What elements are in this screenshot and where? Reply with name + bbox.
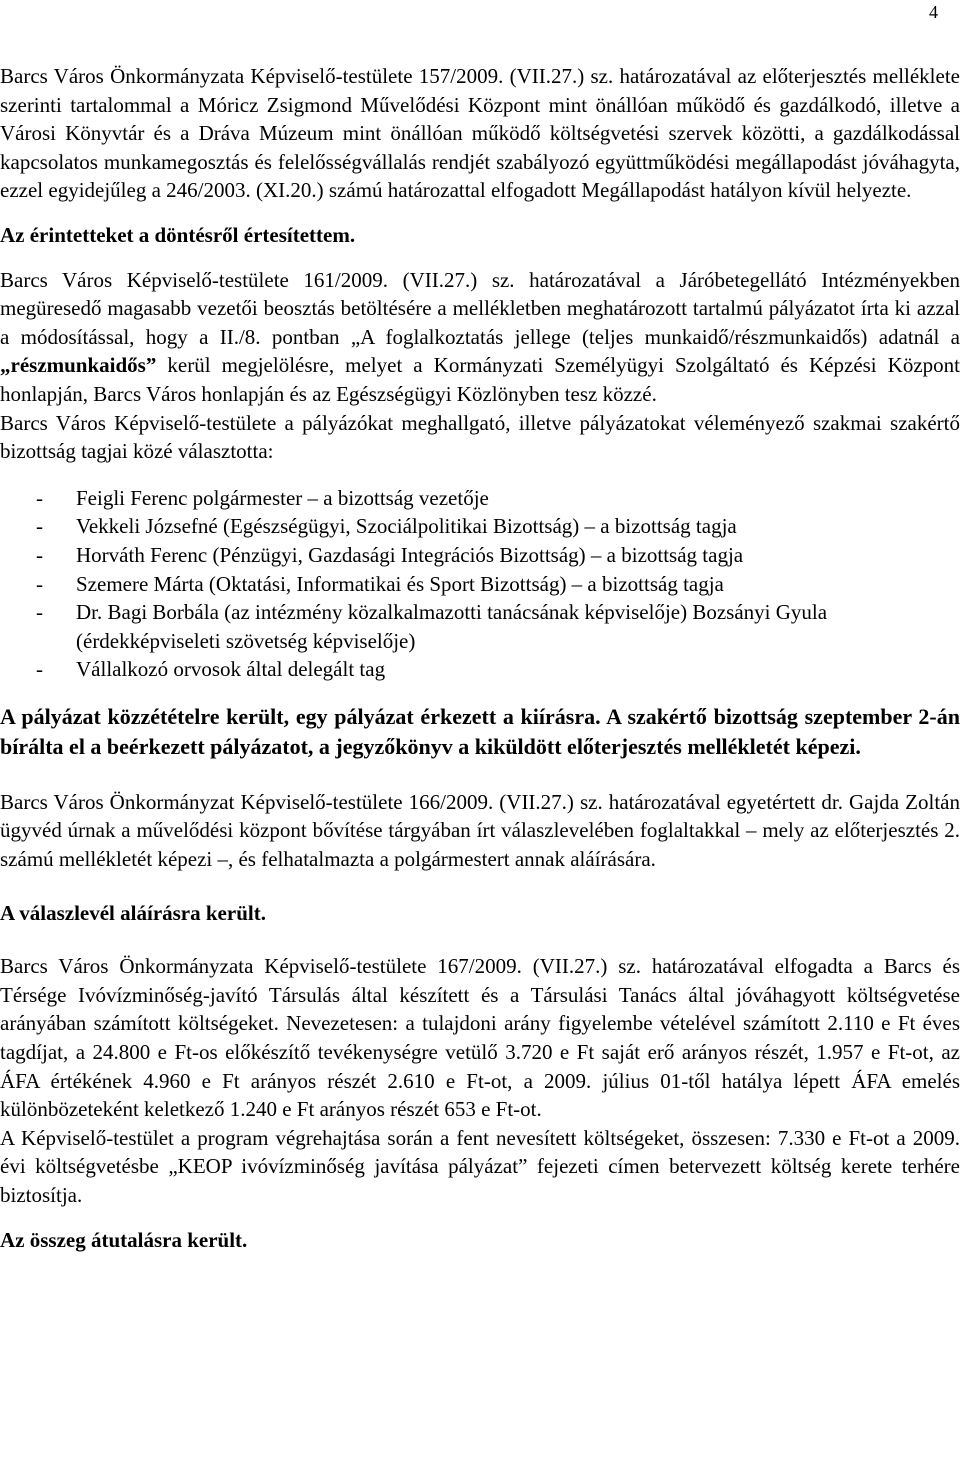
resolution-167-result: Az összeg átutalásra került. [0, 1227, 248, 1252]
list-item-text: Szemere Márta (Oktatási, Informatikai és Sport Bizottság) – a bizottság tagja [76, 571, 724, 596]
resolution-161-emphasis: „részmunkaidős” [0, 353, 157, 378]
resolution-167-paragraph: Barcs Város Önkormányzata Képviselő-testülete 167/2009. (VII.27.) sz. határozatával elfogadta a Barcs és Térsége Ivóvízminőség-javító Társulás által készített és a Társulási Tanács által jóváhagyott költségvetése arányában számított költségeket. Nevezetesen: a tulajdoni arány figyelembe vételével számított 2.110 e Ft éves tagdíjat, a 24.800 e Ft-os előkészítő tevékenységre vetülő 3.720 e Ft saját erő arányos részét, 1.957 e Ft-ot, az ÁFA értékének 4.960 e Ft arányos részét 2.610 e Ft-ot, a 2009. július 01-től hatálya lépett ÁFA emelés különbözeteként keletkező 1.240 e Ft arányos részét 653 e Ft-ot. [0, 954, 960, 1122]
list-item-text: Dr. Bagi Borbála (az intézmény közalkalmazotti tanácsának képviselője) Bozsányi Gyula (érdekképviseleti szövetség képviselője) [76, 600, 828, 653]
list-dash: - [36, 600, 43, 625]
list-item-text: Feigli Ferenc polgármester – a bizottság vezetője [76, 485, 489, 510]
committee-list [0, 484, 960, 684]
resolution-161-text-a: Barcs Város Képviselő-testülete 161/2009. (VII.27.) sz. határozatával a Járóbetegellátó Intézményekben megüresedő magasabb vezetői beosztás betöltésére a mellékletben meghatározott tartalmú pályázatot írta ki azzal a módosítással, hogy a II./8. pontban „A foglalkoztatás jellege (teljes munkaidő/részmunkaidős) adatnál a [0, 267, 960, 349]
resolution-166-paragraph: Barcs Város Önkormányzat Képviselő-testülete 166/2009. (VII.27.) sz. határozatával egyetértett dr. Gajda Zoltán ügyvéd úrnak a művelődési központ bővítése tárgyában írt válaszlevelében foglaltakkal – mely az előterjesztés 2. számú mellékletét képezi –, és felhatalmazta a polgármestert annak aláírására. [0, 789, 960, 872]
list-item [0, 484, 960, 513]
list-item [0, 570, 960, 599]
resolution-167-continuation: A Képviselő-testület a program végrehajtása során a fent nevesített költségeket, összesen: 7.330 e Ft-ot a 2009. évi költségvetésbe „KEOP ivóvízminőség javítása pályázat” fejezeti címen betervezett költség kerete terhére biztosítja. [0, 1125, 960, 1207]
resolution-161-paragraph [0, 266, 960, 409]
page-number: 4 [929, 2, 938, 22]
list-item-text: Horváth Ferenc (Pénzügyi, Gazdasági Integrációs Bizottság) – a bizottság tagja [76, 542, 744, 567]
list-item [0, 541, 960, 570]
document-body [0, 62, 960, 1254]
list-dash: - [36, 571, 43, 596]
list-item [0, 512, 960, 541]
list-item-text: Vállalkozó orvosok által delegált tag [76, 657, 386, 682]
list-dash: - [36, 514, 43, 539]
resolution-157-result: Az érintetteket a döntésről értesítettem. [0, 222, 356, 247]
list-item [0, 598, 960, 655]
resolution-166-result: A válaszlevél aláírásra került. [0, 900, 266, 925]
list-dash: - [36, 485, 43, 510]
committee-intro: Barcs Város Képviselő-testülete a pályázókat meghallgató, illetve pályázatokat véleményező szakmai szakértő bizottság tagjai közé választotta: [0, 410, 960, 464]
list-dash: - [36, 657, 43, 682]
resolution-157-paragraph: Barcs Város Önkormányzata Képviselő-testülete 157/2009. (VII.27.) sz. határozatával az előterjesztés melléklete szerinti tartalommal a Móricz Zsigmond Művelődési Központ mint önállóan működő és gazdálkodó, illetve a Városi Könyvtár és a Dráva Múzeum mint önállóan működő költségvetési szervek közötti, a gazdálkodással kapcsolatos munkamegosztás és felelősségvállalás rendjét szabályozó együttműködési megállapodást jóváhagyta, ezzel egyidejűleg a 246/2003. (XI.20.) számú határozattal elfogadott Megállapodást hatályon kívül helyezte. [0, 64, 960, 203]
list-item [0, 655, 960, 684]
resolution-161-result: A pályázat közzétételre került, egy pályázat érkezett a kiírásra. A szakértő bizottság szeptember 2-án bírálta el a beérkezett pályázatot, a jegyzőkönyv a kiküldött előterjesztés mellékletét képezi. [0, 703, 960, 760]
resolution-161-text-b: kerül megjelölésre, melyet a Kormányzati Személyügyi Szolgáltató és Képzési Központ honlapján, Barcs Város honlapján és az Egészségügyi Közlönyben tesz közzé. [0, 353, 960, 406]
list-item-text: Vekkeli Józsefné (Egészségügyi, Szociálpolitikai Bizottság) – a bizottság tagja [76, 514, 737, 539]
list-dash: - [36, 542, 43, 567]
